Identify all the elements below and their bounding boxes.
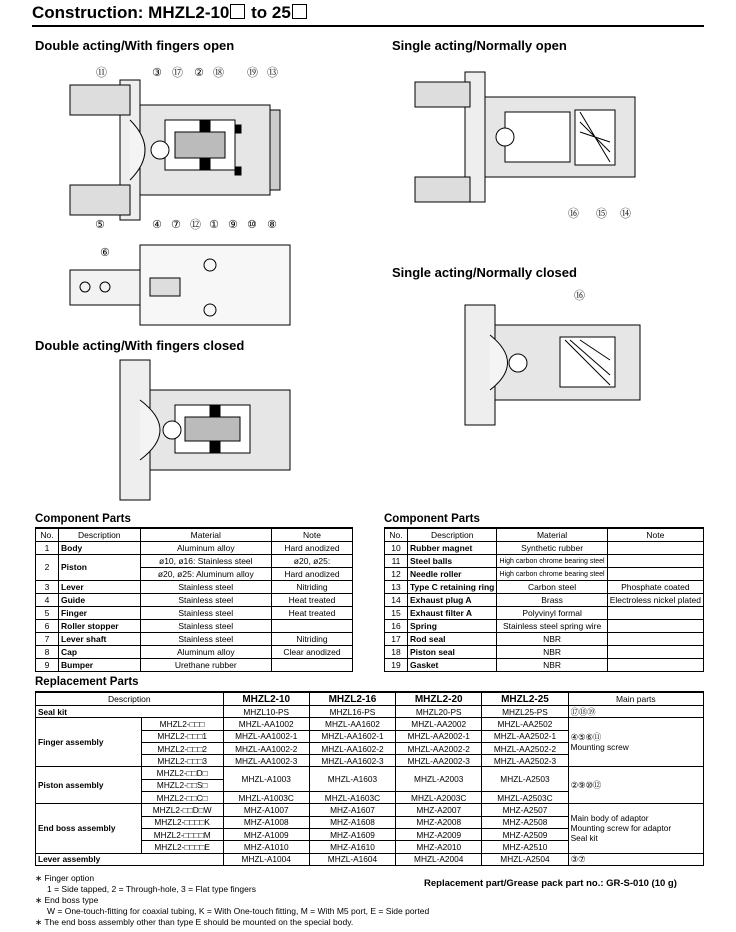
cell: MHZL-AA2002: [396, 718, 482, 730]
cell: 13: [385, 581, 408, 594]
cell: Rubber magnet: [408, 542, 497, 555]
cell: MHZL-AA1002-2: [223, 742, 309, 754]
table-row: [36, 706, 704, 718]
cell-line: Mounting screw for adaptor: [570, 823, 672, 834]
col-header: Description: [59, 528, 141, 542]
cell: High carbon chrome bearing steel: [497, 555, 607, 568]
cell: MHZL25-PS: [482, 706, 568, 718]
cell: Piston assembly: [36, 767, 142, 804]
callout-5: ⑤: [95, 218, 105, 231]
cell: Urethane rubber: [140, 659, 271, 672]
cell: Stainless steel: [140, 594, 271, 607]
cell: MHZL16-PS: [309, 706, 395, 718]
fig-title-single-open: Single acting/Normally open: [392, 38, 567, 53]
cell-line: Mounting screw: [570, 742, 629, 753]
callout-7: ⑦: [171, 218, 181, 231]
drawing-single-closed: [410, 285, 650, 430]
table-row: [36, 607, 353, 620]
cell: MHZ-A2510: [482, 841, 568, 853]
cell: MHZL-AA1002-1: [223, 730, 309, 742]
page-header: [32, 3, 704, 27]
cell: ø20, ø25:: [271, 555, 352, 568]
cell: Clear anodized: [271, 646, 352, 659]
cell: Rod seal: [408, 633, 497, 646]
cell: Carbon steel: [497, 581, 607, 594]
callout-16: ⑯: [568, 207, 579, 220]
fig-title-double-closed: Double acting/With fingers closed: [35, 338, 245, 353]
cell: NBR: [497, 633, 607, 646]
cell: MHZL-AA2502-1: [482, 730, 568, 742]
cell: Piston seal: [408, 646, 497, 659]
cell: MHZ-A1609: [309, 828, 395, 840]
cell: High carbon chrome bearing steel: [497, 568, 607, 581]
callout-14: ⑭: [620, 207, 631, 220]
cell: Phosphate coated: [607, 581, 703, 594]
cell: [607, 607, 703, 620]
cell: MHZL-AA2002-1: [396, 730, 482, 742]
cell: MHZL-AA1002: [223, 718, 309, 730]
callout-2: ②: [194, 66, 204, 79]
drawing-finger-detail: [60, 240, 300, 330]
cell: Synthetic rubber: [497, 542, 607, 555]
footnotes: [35, 873, 429, 928]
cell: MHZL-AA2002-3: [396, 755, 482, 767]
replacement-table: [35, 691, 704, 866]
cell: [568, 718, 703, 767]
callout-19: ⑲: [247, 66, 258, 79]
cell-line: Seal kit: [570, 833, 598, 844]
cell: MHZL20-PS: [396, 706, 482, 718]
cell: [607, 542, 703, 555]
cell: MHZL-A2004: [396, 853, 482, 865]
table-row: [36, 767, 704, 779]
cell: 16: [385, 620, 408, 633]
fig-title-single-closed: Single acting/Normally closed: [392, 265, 577, 280]
cell: Gasket: [408, 659, 497, 672]
callout-17: ⑰: [172, 66, 183, 79]
col-header: MHZL2-10: [223, 692, 309, 706]
component-table-right: [384, 527, 704, 672]
cell: Seal kit: [36, 706, 224, 718]
cell: MHZ-A1010: [223, 841, 309, 853]
cell: [607, 555, 703, 568]
cell: Lever assembly: [36, 853, 224, 865]
col-header: No.: [385, 528, 408, 542]
table-row: [385, 659, 704, 672]
cell: Type C retaining ring: [408, 581, 497, 594]
cell: MHZL-AA1602-3: [309, 755, 395, 767]
cell: 6: [36, 620, 59, 633]
cell: MHZL2-□□□□K: [141, 816, 223, 828]
table-row: [385, 594, 704, 607]
cell: MHZL-A2003C: [396, 792, 482, 804]
col-header: MHZL2-16: [309, 692, 395, 706]
callout-1: ①: [209, 218, 219, 231]
table-row: [385, 607, 704, 620]
cell: MHZL-AA2502: [482, 718, 568, 730]
cell: Piston: [59, 555, 141, 581]
cell: Nitriding: [271, 633, 352, 646]
cell: 8: [36, 646, 59, 659]
cell: MHZL2-□□□1: [141, 730, 223, 742]
cell: Body: [59, 542, 141, 555]
cell: MHZ-A2007: [396, 804, 482, 816]
cell: MHZL-A1604: [309, 853, 395, 865]
cell: Electroless nickel plated: [607, 594, 703, 607]
note-line: ∗ Finger option: [35, 873, 95, 883]
cell: ø20, ø25: Aluminum alloy: [140, 568, 271, 581]
cell: [271, 620, 352, 633]
cell: [271, 659, 352, 672]
callout-6: ⑥: [100, 246, 110, 259]
callout-10: ⑩: [247, 218, 257, 231]
cell: Lever: [59, 581, 141, 594]
cell: 14: [385, 594, 408, 607]
placeholder-box: [230, 4, 245, 19]
cell: MHZL2-□□□2: [141, 742, 223, 754]
cell: 19: [385, 659, 408, 672]
cell: End boss assembly: [36, 804, 142, 853]
grease-pack-note: Replacement part/Grease pack part no.: GR-S-010 (10 g): [424, 878, 677, 889]
callout-16b: ⑯: [574, 289, 585, 302]
cell: MHZL-AA1602: [309, 718, 395, 730]
cell: MHZL-AA1602-2: [309, 742, 395, 754]
cell: ø10, ø16: Stainless steel: [140, 555, 271, 568]
cell: MHZ-A1007: [223, 804, 309, 816]
cell: 4: [36, 594, 59, 607]
callout-12: ⑫: [190, 218, 201, 231]
cell: ③⑦: [568, 853, 703, 865]
cell: Heat treated: [271, 594, 352, 607]
cell: Roller stopper: [59, 620, 141, 633]
cell: MHZL-A2503: [482, 767, 568, 792]
note-line: ∗ End boss type: [35, 895, 99, 905]
cell: Aluminum alloy: [140, 646, 271, 659]
cell: MHZ-A1610: [309, 841, 395, 853]
cell-line: ④⑤⑥⑪: [570, 732, 602, 743]
table-row: [36, 633, 353, 646]
table-row: [36, 804, 704, 816]
table-row: [36, 581, 353, 594]
cell: Polyvinyl formal: [497, 607, 607, 620]
cell: 9: [36, 659, 59, 672]
cell: MHZ-A1009: [223, 828, 309, 840]
cell: 3: [36, 581, 59, 594]
callout-18: ⑱: [213, 66, 224, 79]
cell: MHZL-A2503C: [482, 792, 568, 804]
table-header-row: [385, 528, 704, 542]
cell: MHZL-A1603: [309, 767, 395, 792]
cell: Finger assembly: [36, 718, 142, 767]
cell: Guide: [59, 594, 141, 607]
note-line: W = One-touch-fitting for coaxial tubing, K = With One-touch fitting, M = With M5 port, E = Side ported: [47, 906, 430, 916]
cell: Nitriding: [271, 581, 352, 594]
cell: 11: [385, 555, 408, 568]
cell: Hard anodized: [271, 542, 352, 555]
callout-4: ④: [152, 218, 162, 231]
cell: Aluminum alloy: [140, 542, 271, 555]
callout-13: ⑬: [267, 66, 278, 79]
cell: MHZL-AA1002-3: [223, 755, 309, 767]
cell: MHZL-AA2002-2: [396, 742, 482, 754]
cell: MHZL10-PS: [223, 706, 309, 718]
col-header: Material: [140, 528, 271, 542]
component-left-title: Component Parts: [35, 513, 131, 525]
cell: MHZL2-□□D□W: [141, 804, 223, 816]
cell: 18: [385, 646, 408, 659]
cell: Stainless steel spring wire: [497, 620, 607, 633]
drawing-single-open: [410, 62, 650, 222]
drawing-double-closed: [60, 355, 300, 505]
cell: MHZ-A2009: [396, 828, 482, 840]
cell: Stainless steel: [140, 607, 271, 620]
cell: [607, 646, 703, 659]
col-header: No.: [36, 528, 59, 542]
table-row: [385, 646, 704, 659]
cell: 5: [36, 607, 59, 620]
cell: [607, 659, 703, 672]
cell: MHZ-A2008: [396, 816, 482, 828]
cell: Stainless steel: [140, 620, 271, 633]
col-header: Note: [271, 528, 352, 542]
table-header-row: [36, 692, 704, 706]
table-row: [36, 555, 353, 568]
table-header-row: [36, 528, 353, 542]
cell: MHZ-A2010: [396, 841, 482, 853]
page-title-mid: to 25: [246, 3, 291, 22]
col-header: Note: [607, 528, 703, 542]
col-header: Main parts: [568, 692, 703, 706]
col-header: Material: [497, 528, 607, 542]
callout-9: ⑨: [228, 218, 238, 231]
cell-line: Main body of adaptor: [570, 813, 649, 824]
col-header: MHZL2-20: [396, 692, 482, 706]
table-row: [36, 718, 704, 730]
replacement-title: Replacement Parts: [35, 676, 139, 688]
cell: NBR: [497, 659, 607, 672]
cell: Heat treated: [271, 607, 352, 620]
table-row: [36, 594, 353, 607]
cell: MHZL-A1603C: [309, 792, 395, 804]
cell: 10: [385, 542, 408, 555]
cell: MHZ-A1008: [223, 816, 309, 828]
cell: MHZL-AA1602-1: [309, 730, 395, 742]
component-right-title: Component Parts: [384, 513, 480, 525]
cell: MHZ-A2508: [482, 816, 568, 828]
col-header: Description: [408, 528, 497, 542]
cell: MHZL2-□□S□: [141, 779, 223, 791]
callout-15: ⑮: [596, 207, 607, 220]
cell: [607, 568, 703, 581]
table-row: [36, 853, 704, 865]
cell: 1: [36, 542, 59, 555]
component-table-left: [35, 527, 353, 672]
cell: Exhaust filter A: [408, 607, 497, 620]
cell: Finger: [59, 607, 141, 620]
cell: Brass: [497, 594, 607, 607]
cell: MHZ-A2509: [482, 828, 568, 840]
table-row: [36, 620, 353, 633]
table-row: [385, 633, 704, 646]
cell: MHZL2-□□□3: [141, 755, 223, 767]
cell: Hard anodized: [271, 568, 352, 581]
cell: ⑰⑱⑲: [568, 706, 703, 718]
callout-11: ⑪: [96, 66, 107, 79]
cell: MHZL-AA2502-3: [482, 755, 568, 767]
cell: MHZ-A1607: [309, 804, 395, 816]
cell: MHZL-AA2502-2: [482, 742, 568, 754]
note-line: 1 = Side tapped, 2 = Through-hole, 3 = Flat type fingers: [47, 884, 256, 894]
cell: MHZL2-□□D□: [141, 767, 223, 779]
col-header: MHZL2-25: [482, 692, 568, 706]
note-line: ∗ The end boss assembly other than type E should be mounted on the special body.: [35, 917, 354, 927]
cell: Cap: [59, 646, 141, 659]
cell: [607, 620, 703, 633]
cell: MHZL2-□□□□E: [141, 841, 223, 853]
cell: 7: [36, 633, 59, 646]
cell: MHZ-A2507: [482, 804, 568, 816]
cell: MHZL-A2504: [482, 853, 568, 865]
cell: ②⑨⑩⑫: [568, 767, 703, 804]
cell: 17: [385, 633, 408, 646]
table-row: [385, 620, 704, 633]
fig-title-double-open: Double acting/With fingers open: [35, 38, 235, 53]
cell: 15: [385, 607, 408, 620]
col-header: Description: [36, 692, 224, 706]
page-title: Construction: MHZL2-10: [32, 3, 230, 22]
drawing-double-open: [60, 60, 300, 235]
cell: 2: [36, 555, 59, 581]
cell: Needle roller: [408, 568, 497, 581]
cell: Lever shaft: [59, 633, 141, 646]
table-row: [36, 542, 353, 555]
cell: NBR: [497, 646, 607, 659]
cell: MHZL-A1003: [223, 767, 309, 792]
cell: [607, 633, 703, 646]
cell: MHZL2-□□C□: [141, 792, 223, 804]
table-row: [385, 542, 704, 555]
callout-8: ⑧: [267, 218, 277, 231]
placeholder-box: [292, 4, 307, 19]
cell: Spring: [408, 620, 497, 633]
cell: MHZL-A2003: [396, 767, 482, 792]
cell: MHZL2-□□□□M: [141, 828, 223, 840]
cell: Exhaust plug A: [408, 594, 497, 607]
cell: Bumper: [59, 659, 141, 672]
cell: MHZ-A1608: [309, 816, 395, 828]
cell: 12: [385, 568, 408, 581]
cell: Steel balls: [408, 555, 497, 568]
cell: MHZL-A1004: [223, 853, 309, 865]
callout-3: ③: [152, 66, 162, 79]
cell: [568, 804, 703, 853]
cell: Stainless steel: [140, 581, 271, 594]
cell: MHZL2-□□□: [141, 718, 223, 730]
table-row: [385, 568, 704, 581]
cell: Stainless steel: [140, 633, 271, 646]
table-row: [385, 581, 704, 594]
table-row: [385, 555, 704, 568]
table-row: [36, 659, 353, 672]
table-row: [36, 646, 353, 659]
cell: MHZL-A1003C: [223, 792, 309, 804]
